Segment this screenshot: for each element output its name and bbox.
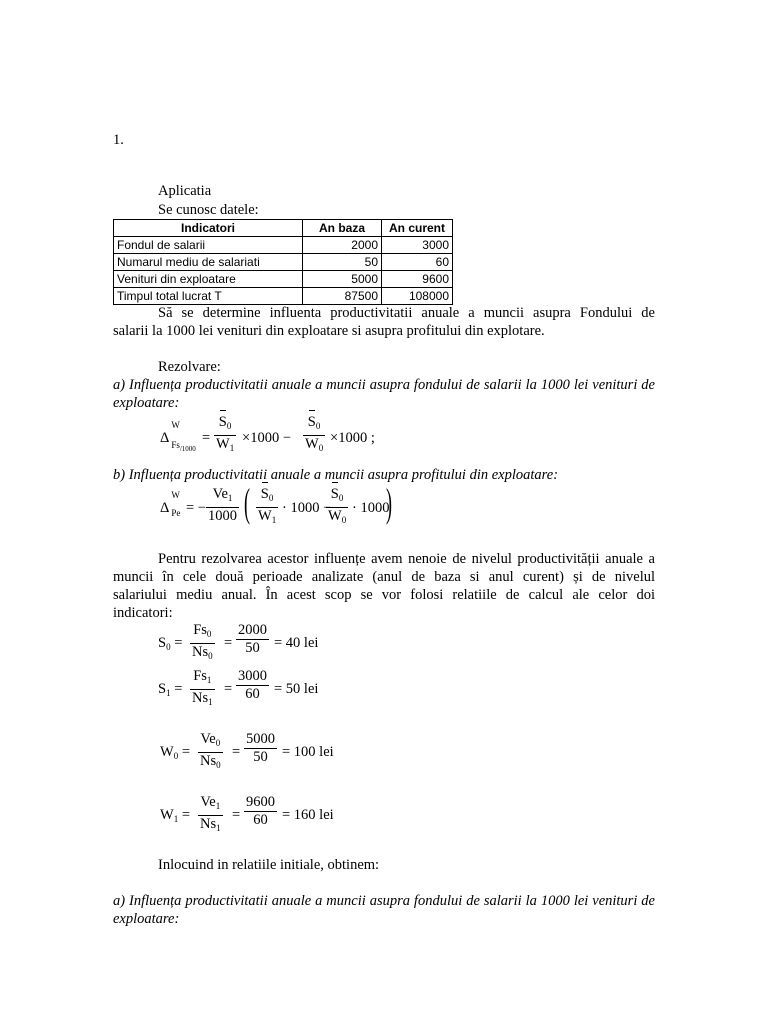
table-cell: 87500	[303, 288, 382, 305]
paragraph-line: salariului mediu anual. În acest scop se vor folosi relatiile de calcul ale celor doi	[113, 587, 655, 603]
thousand-value: 1000	[338, 430, 368, 446]
resolution-label: Rezolvare:	[158, 359, 221, 375]
formula-b: Δ W Pe = − $Ve_1$ 1000 ( $S_0$ $W_1$ · 1000 − $S_0$ $W_0$ · 1000 )	[160, 480, 392, 525]
formula-a: Δ W $Fs_{/1000}$ = $S_0$ $W_1$ ×1000 − $S_0$ $W_0$ ×1000 ;	[160, 414, 375, 453]
formula-s1: $S_1$ = $Fs_1$ $Ns_1$ = 3000 60 = 50 lei	[158, 668, 319, 707]
s0-numerator: 2000	[238, 622, 267, 638]
thousand-value: 1000	[290, 500, 320, 516]
table-header-row	[114, 220, 453, 237]
part-b-title: b) Influența productivitatii anuale a muncii asupra profitului din exploatare:	[113, 467, 559, 483]
table-header: An curent	[382, 220, 453, 237]
table-cell: 108000	[382, 288, 453, 305]
table-cell: Venituri din exploatare	[114, 271, 303, 288]
heading-number: 1.	[113, 132, 124, 148]
data-table	[113, 219, 453, 305]
part-a-title: a) Influența productivitatii anuale a muncii asupra fondului de salarii la 1000 lei venituri de exploatare:	[113, 377, 655, 411]
table-cell: 3000	[382, 237, 453, 254]
intro-text: Se cunosc datele:	[158, 202, 259, 218]
formula-w1: $W_1$ = $Ve_1$ $Ns_1$ = 9600 60 = 160 lei	[160, 794, 334, 833]
task-line: salarii la 1000 lei venituri din exploatare si asupra profitului din explotare.	[113, 323, 545, 339]
thousand-value: 1000	[250, 430, 280, 446]
task-line: Să se determine influenta productivitatii anuale a muncii asupra Fondului de	[158, 305, 655, 321]
table-cell: 2000	[303, 237, 382, 254]
application-label: Aplicatia	[158, 183, 212, 199]
w1-denominator: 60	[253, 812, 268, 828]
table-cell: Numarul mediu de salariati	[114, 254, 303, 271]
table-row	[114, 271, 453, 288]
part-a-title-repeat: a) Influența productivitatii anuale a muncii asupra fondului de salarii la 1000 lei venituri de exploatare:	[113, 893, 655, 927]
s0-denominator: 50	[245, 640, 260, 656]
table-cell: 5000	[303, 271, 382, 288]
formula-s0: $S_0$ = $Fs_0$ $Ns_0$ = 2000 50 = 40 lei	[158, 622, 319, 661]
w0-numerator: 5000	[246, 731, 275, 747]
table-header: Indicatori	[114, 220, 303, 237]
s1-numerator: 3000	[238, 668, 267, 684]
table-cell: Fondul de salarii	[114, 237, 303, 254]
table-header: An baza	[303, 220, 382, 237]
w0-result: = 100 lei	[282, 744, 334, 760]
s0-result: = 40 lei	[274, 635, 319, 651]
task-statement	[113, 304, 655, 340]
paragraph-line: Pentru rezolvarea acestor influențe avem nenoie de nivelul productivității anuale a	[158, 551, 655, 567]
substitution-label: Inlocuind in relatiile initiale, obtinem:	[158, 857, 380, 873]
table-cell: 60	[382, 254, 453, 271]
explanation-paragraph	[113, 550, 655, 622]
w1-numerator: 9600	[246, 794, 275, 810]
thousand-value: 1000	[360, 500, 390, 516]
thousand-value: 1000	[208, 508, 237, 524]
table-row	[114, 237, 453, 254]
paragraph-line: muncii în cele două perioade analizate (anul de baza si anul curent) și de nivelul	[113, 569, 655, 585]
table-cell: 50	[303, 254, 382, 271]
w0-denominator: 50	[253, 749, 268, 765]
table-row	[114, 288, 453, 305]
table-row	[114, 254, 453, 271]
table-cell: 9600	[382, 271, 453, 288]
s1-denominator: 60	[245, 686, 260, 702]
formula-w0: $W_0$ = $Ve_0$ $Ns_0$ = 5000 50 = 100 lei	[160, 731, 334, 770]
paragraph-line: indicatori:	[113, 605, 173, 621]
table-cell: Timpul total lucrat T	[114, 288, 303, 305]
s1-result: = 50 lei	[274, 681, 319, 697]
w1-result: = 160 lei	[282, 807, 334, 823]
